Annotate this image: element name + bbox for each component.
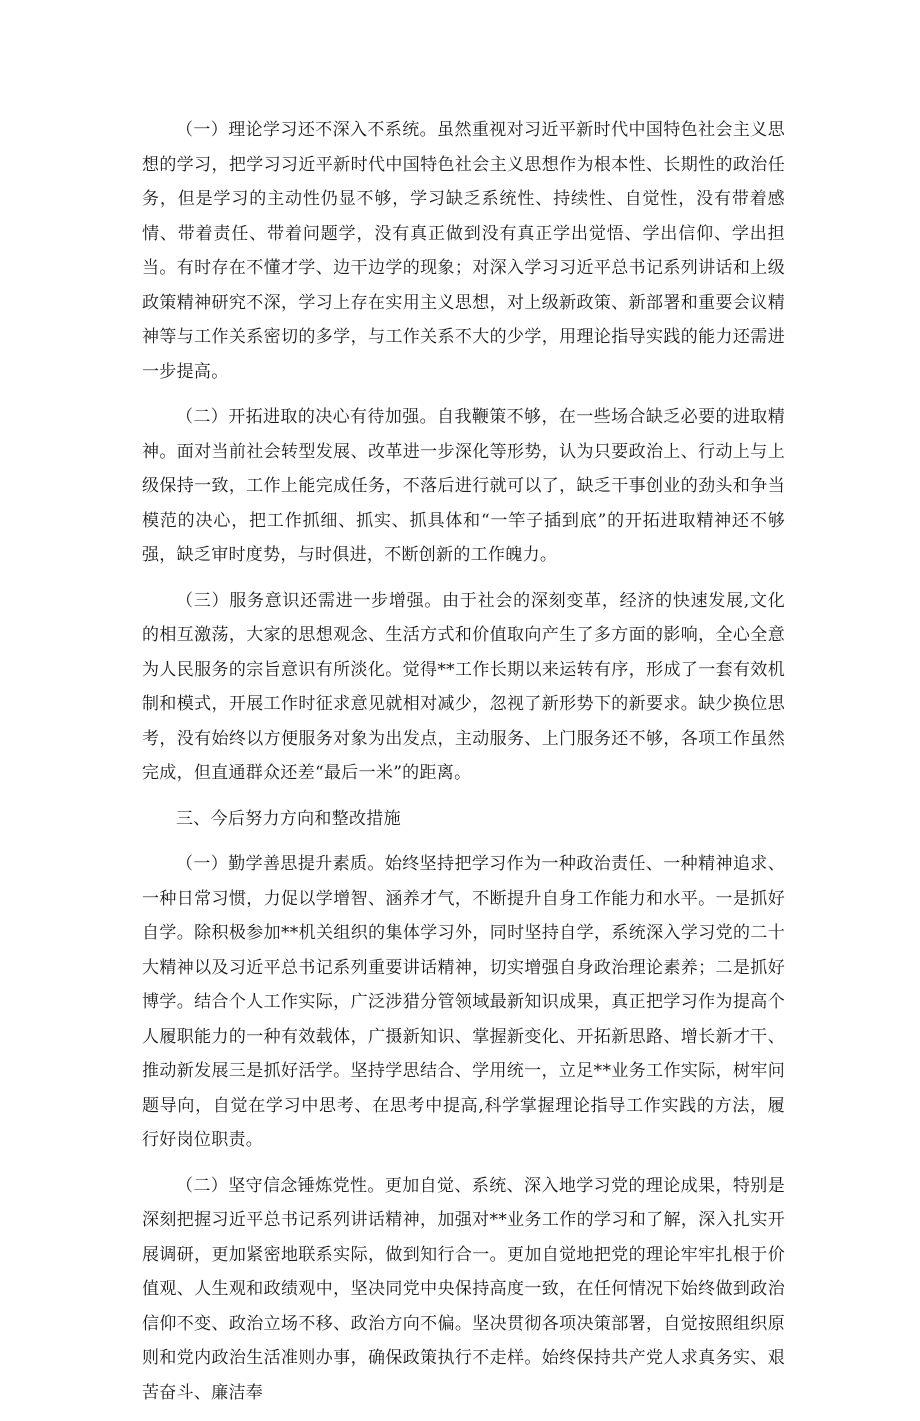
paragraph-theory-study: （一）理论学习还不深入不系统。虽然重视对习近平新时代中国特色社会主义思想的学习，把学习习近平新时代中国特色社会主义思想作为根本性、长期性的政治任务，但是学习的主动性仍显不够，学习缺乏系统性、持续性、自觉性，没有带着感情、带着责任、带着问题学，没有真正做到没有真正学出觉悟、学出信仰、学出担当。有时存在不懂才学、边干边学的现象；对深入学习习近平总书记系列讲话和上级政策精神研究不深，学习上存在实用主义思想，对上级新政策、新部署和重要会议精神等与工作关系密切的多学，与工作关系不大的少学，用理论指导实践的能力还需进一步提高。 [142,120,785,382]
paragraph-party-spirit: （二）坚守信念锤炼党性。更加自觉、系统、深入地学习党的理论成果，特别是深刻把握习近平总书记系列讲话精神，加强对**业务工作的学习和了解，深入扎实开展调研，更加紧密地联系实际，做到知行合一。更加自觉地把党的理论牢牢扎根于价值观、人生观和政绩观中，坚决同党中央保持高度一致，在任何情况下始终做到政治信仰不变、政治立场不移、政治方向不偏。坚决贯彻各项决策部署，自觉按照组织原则和党内政治生活准则办事，确保政策执行不走样。始终保持共产党人求真务实、艰苦奋斗、廉洁奉 [142,1175,785,1403]
paragraph-enterprising-spirit: （二）开拓进取的决心有待加强。自我鞭策不够，在一些场合缺乏必要的进取精神。面对当前社会转型发展、改革进一步深化等形势，认为只要政治上、行动上与上级保持一致，工作上能完成任务，不落后进行就可以了，缺乏干事创业的劲头和争当模范的决心，把工作抓细、抓实、抓具体和“一竿子插到底”的开拓进取精神还不够强，缺乏审时度势，与时俱进，不断创新的工作魄力。 [142,407,785,565]
document-body [142,113,785,1421]
paragraph-study-quality: （一）勤学善思提升素质。始终坚持把学习作为一种政治责任、一种精神追求、一种日常习惯，力促以学增智、涵养才气，不断提升自身工作能力和水平。一是抓好自学。除积极参加**机关组织的集体学习外，同时坚持自学，系统深入学习党的二十大精神以及习近平总书记系列重要讲话精神，切实增强自身政治理论素养；二是抓好博学。结合个人工作实际，广泛涉猎分管领域最新知识成果，真正把学习作为提高个人履职能力的一种有效载体，广摄新知识、掌握新变化、开拓新思路、增长新才干、推动新发展三是抓好活学。坚持学思结合、学用统一，立足**业务工作实际，树牢问题导向，自觉在学习中思考、在思考中提高,科学掌握理论指导工作实践的方法，履行好岗位职责。 [142,854,785,1150]
paragraph-service-awareness: （三）服务意识还需进一步增强。由于社会的深刻变革，经济的快速发展,文化的相互激荡，大家的思想观念、生活方式和价值取向产生了多方面的影响，全心全意为人民服务的宗旨意识有所淡化。觉得**工作长期以来运转有序，形成了一套有效机制和模式，开展工作时征求意见就相对减少，忽视了新形势下的新要求。缺少换位思考，没有始终以方便服务对象为出发点，主动服务、上门服务还不够，各项工作虽然完成，但直通群众还差“最后一米”的距离。 [142,590,785,783]
section-heading-rectification: 三、今后努力方向和整改措施 [176,808,401,829]
